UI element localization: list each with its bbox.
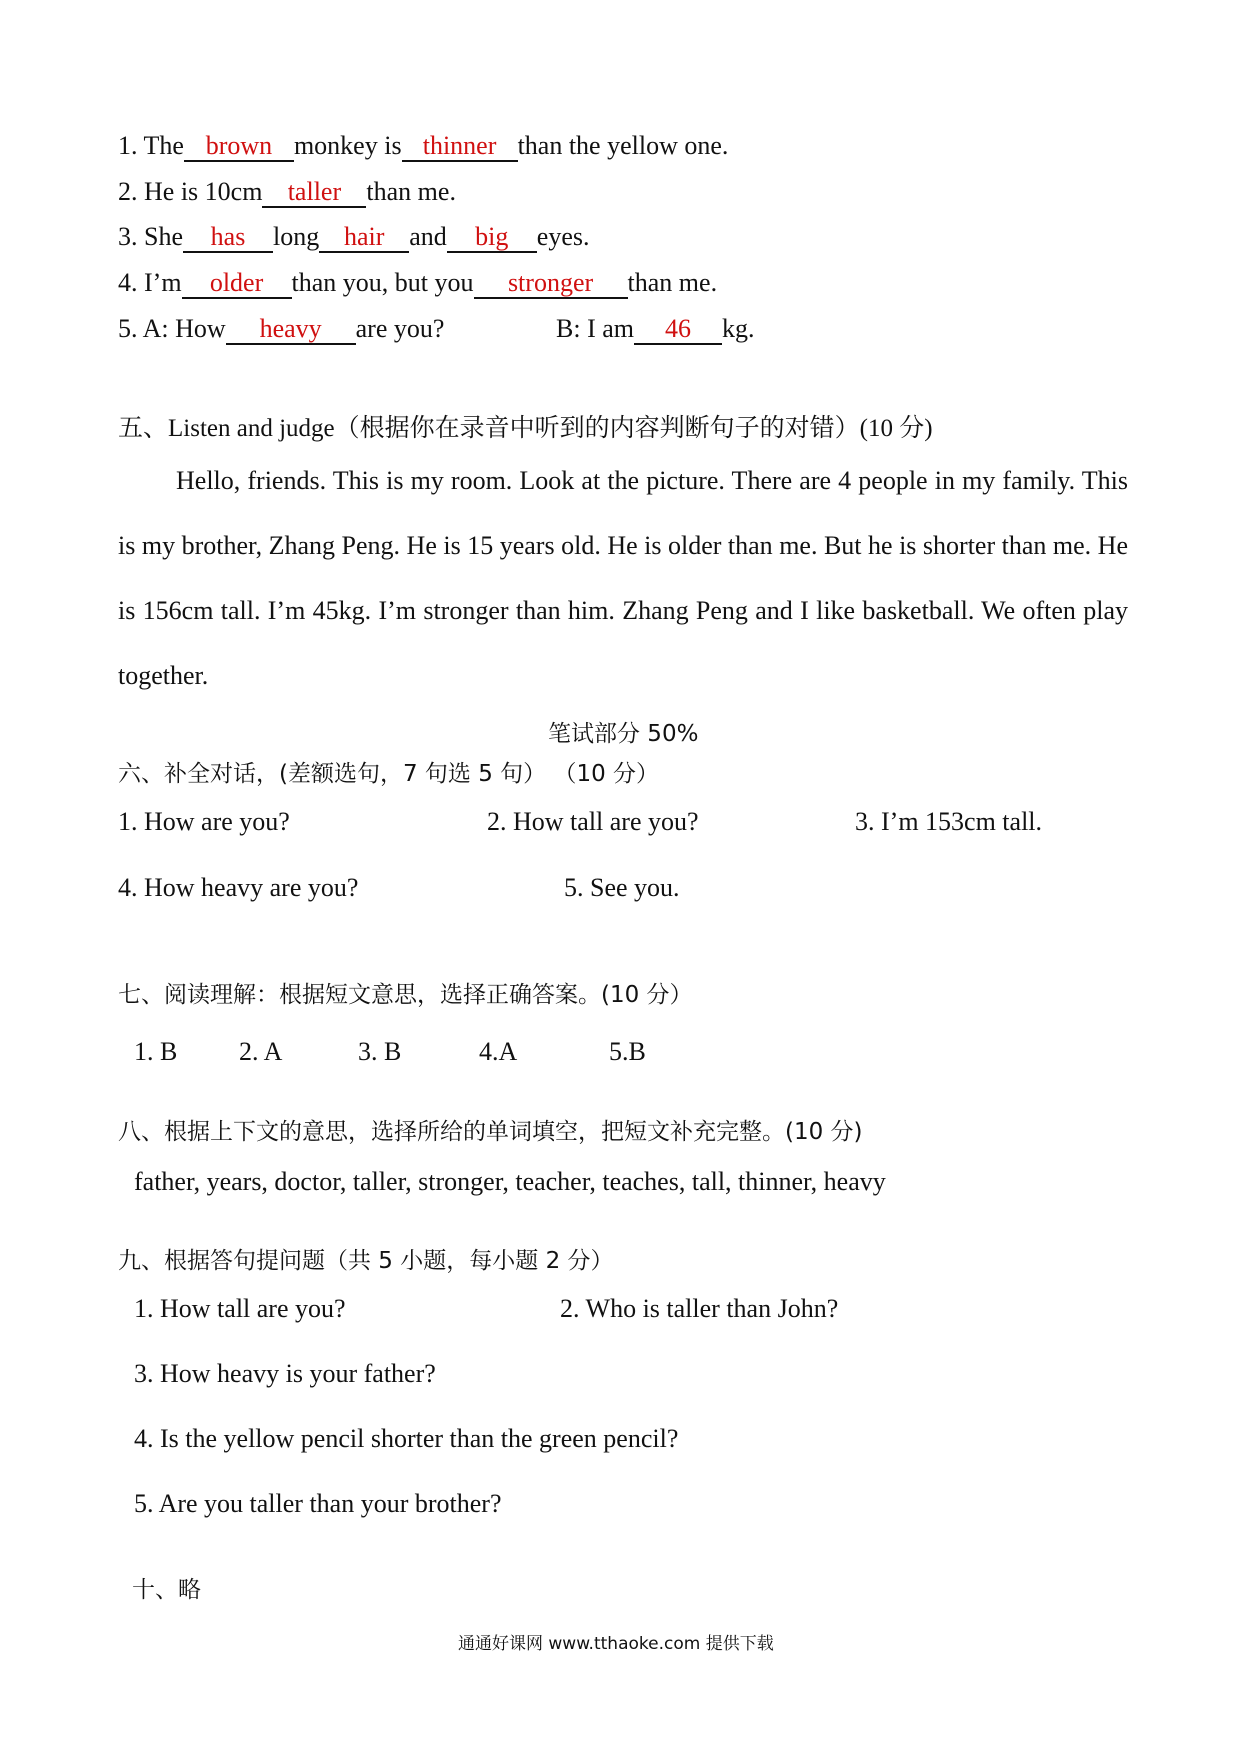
q1-answer-1: brown: [184, 132, 294, 162]
section7-answer-4: 4.A: [479, 1037, 518, 1066]
q3-text-1: 3. She: [118, 222, 183, 251]
section9-heading: 九、根据答句提问题（共 5 小题，每小题 2 分）: [118, 1248, 614, 1274]
section7-answer-3: 3. B: [358, 1037, 402, 1066]
section8-heading: 八、根据上下文的意思，选择所给的单词填空，把短文补充完整。(10 分): [118, 1119, 863, 1145]
section9-answer-1: 1. How tall are you?: [134, 1294, 346, 1323]
q5-text-1: 5. A: How: [118, 314, 226, 343]
q5-text-3: B: I am: [556, 314, 634, 343]
fill-in-q2: [118, 176, 456, 208]
section5-passage: [118, 448, 1128, 708]
fill-in-q3: [118, 221, 589, 253]
section7-heading: 七、阅读理解：根据短文意思，选择正确答案。(10 分）: [118, 982, 693, 1008]
q5-answer-1: heavy: [226, 315, 356, 345]
section9-answer-2: 2. Who is taller than John?: [560, 1294, 839, 1323]
page-footer: 通通好课网 www.tthaoke.com 提供下载: [458, 1634, 774, 1654]
section7-answer-1: 1. B: [134, 1037, 178, 1066]
section6-answer-1: 1. How are you?: [118, 807, 290, 836]
q3-answer-1: has: [183, 223, 273, 253]
passage-text: Hello, friends. This is my room. Look at the picture. There are 4 people in my family. This is my brother, Zhang Peng. He is 15 years old. He is older than me. But he is shorter than me. He is 156cm tall. I’m 45kg. I’m stronger than him. Zhang Peng and I like basketball. We often play together.: [118, 466, 1128, 690]
q5-text-4: kg.: [722, 314, 755, 343]
section9-answer-3: 3. How heavy is your father?: [134, 1359, 436, 1388]
section5-heading: 五、Listen and judge（根据你在录音中听到的内容判断句子的对错）(10 分): [118, 415, 933, 442]
q4-answer-1: older: [182, 269, 292, 299]
q4-text-3: than me.: [627, 268, 718, 297]
fill-in-q4: [118, 267, 717, 299]
fill-in-q5-b: [556, 313, 755, 345]
q3-text-4: eyes.: [536, 222, 590, 251]
section6-answer-3: 3. I’m 153cm tall.: [855, 807, 1043, 836]
q1-answer-2: thinner: [402, 132, 518, 162]
q2-text-2: than me.: [366, 177, 456, 206]
section6-answer-2: 2. How tall are you?: [487, 807, 699, 836]
q4-text-2: than you, but you: [291, 268, 474, 297]
section9-answer-4: 4. Is the yellow pencil shorter than the green pencil?: [134, 1424, 679, 1453]
section6-heading: 六、补全对话，(差额选句，7 句选 5 句） （10 分）: [118, 761, 660, 787]
q5-text-2: are you?: [355, 314, 445, 343]
q1-text-1: 1. The: [118, 131, 184, 160]
q1-text-2: monkey is: [293, 131, 402, 160]
q3-answer-3: big: [447, 223, 537, 253]
q1-text-3: than the yellow one.: [517, 131, 729, 160]
written-part-title: 笔试部分 50%: [548, 721, 699, 747]
section10-heading: 十、略: [132, 1577, 201, 1603]
q2-text-1: 2. He is 10cm: [118, 177, 263, 206]
q2-answer-1: taller: [262, 178, 366, 208]
q3-text-3: and: [409, 222, 447, 251]
section7-answer-5: 5.B: [609, 1037, 646, 1066]
q4-answer-2: stronger: [474, 269, 628, 299]
section6-answer-4: 4. How heavy are you?: [118, 873, 359, 902]
q3-answer-2: hair: [319, 223, 409, 253]
q5-answer-2: 46: [634, 315, 722, 345]
section9-answer-5: 5. Are you taller than your brother?: [134, 1489, 502, 1518]
fill-in-q5: [118, 313, 444, 345]
q4-text-1: 4. I’m: [118, 268, 182, 297]
fill-in-q1: [118, 130, 728, 162]
section6-answer-5: 5. See you.: [564, 873, 680, 902]
section7-answer-2: 2. A: [239, 1037, 283, 1066]
section8-word-bank: father, years, doctor, taller, stronger, teacher, teaches, tall, thinner, heavy: [134, 1167, 886, 1196]
q3-text-2: long: [273, 222, 320, 251]
